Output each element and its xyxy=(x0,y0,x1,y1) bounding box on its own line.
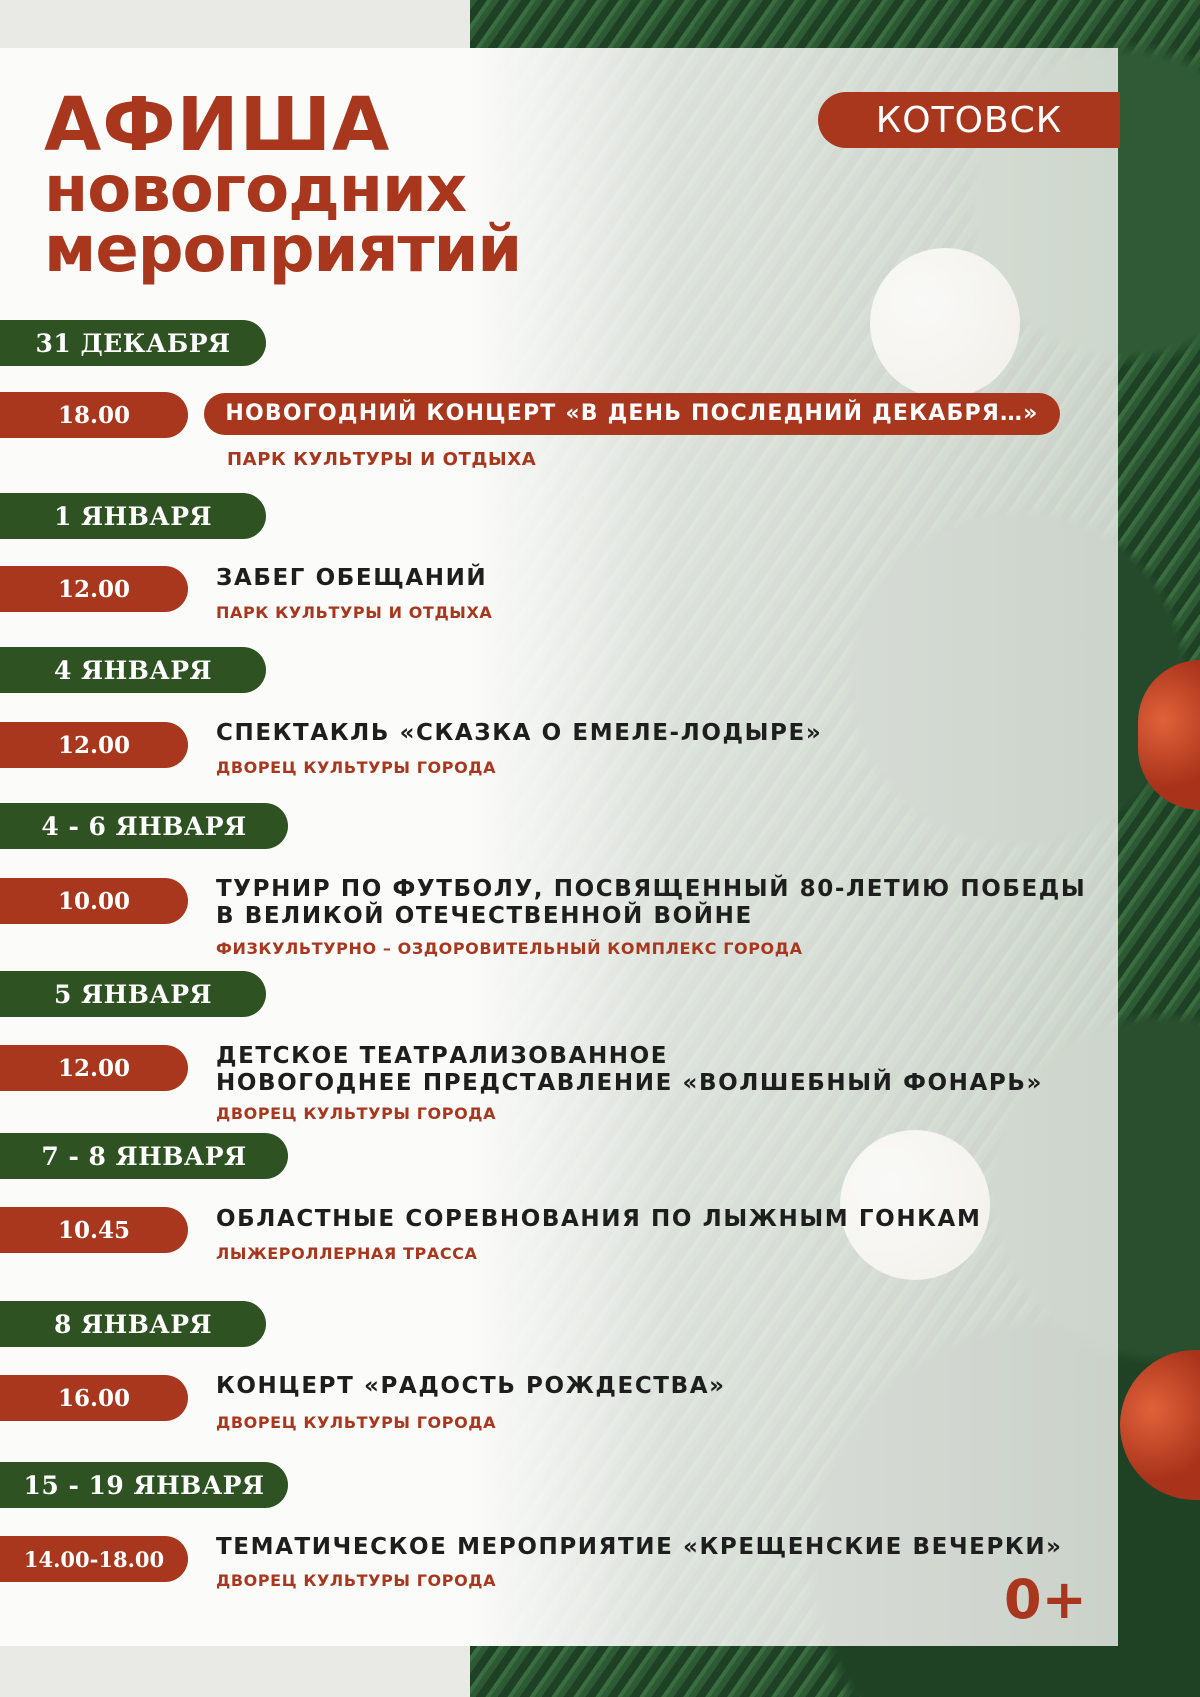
event-venue: ПАРК КУЛЬТУРЫ И ОТДЫХА xyxy=(216,603,493,622)
time-pill: 10.00 xyxy=(0,878,188,924)
event-title: ЗАБЕГ ОБЕЩАНИЙ xyxy=(216,565,488,591)
poster-subtitle-line2: мероприятий xyxy=(44,213,522,287)
event-title: НОВОГОДНИЙ КОНЦЕРТ «В ДЕНЬ ПОСЛЕДНИЙ ДЕКАБРЯ…» xyxy=(204,393,1060,435)
poster-title: АФИША xyxy=(44,82,391,168)
age-rating-badge: 0+ xyxy=(1004,1568,1087,1631)
time-pill: 12.00 xyxy=(0,1045,188,1091)
time-pill: 10.45 xyxy=(0,1207,188,1253)
date-pill: 7 - 8 ЯНВАРЯ xyxy=(0,1133,288,1179)
event-venue: ДВОРЕЦ КУЛЬТУРЫ ГОРОДА xyxy=(216,1571,497,1590)
event-venue: ДВОРЕЦ КУЛЬТУРЫ ГОРОДА xyxy=(216,1413,497,1432)
time-pill: 16.00 xyxy=(0,1375,188,1421)
date-pill: 15 - 19 ЯНВАРЯ xyxy=(0,1462,288,1508)
event-title: КОНЦЕРТ «РАДОСТЬ РОЖДЕСТВА» xyxy=(216,1373,726,1399)
event-title: ТУРНИР ПО ФУТБОЛУ, ПОСВЯЩЕННЫЙ 80-ЛЕТИЮ ПОБЕДЫ В ВЕЛИКОЙ ОТЕЧЕСТВЕННОЙ ВОЙНЕ xyxy=(216,876,1087,929)
time-pill: 14.00-18.00 xyxy=(0,1536,188,1582)
event-title: ОБЛАСТНЫЕ СОРЕВНОВАНИЯ ПО ЛЫЖНЫМ ГОНКАМ xyxy=(216,1206,982,1232)
date-pill: 31 ДЕКАБРЯ xyxy=(0,320,266,366)
time-pill: 12.00 xyxy=(0,722,188,768)
event-venue: ДВОРЕЦ КУЛЬТУРЫ ГОРОДА xyxy=(216,758,497,777)
event-venue: ДВОРЕЦ КУЛЬТУРЫ ГОРОДА xyxy=(216,1104,497,1123)
time-pill: 18.00 xyxy=(0,392,188,438)
date-pill: 5 ЯНВАРЯ xyxy=(0,971,266,1017)
event-venue: ПАРК КУЛЬТУРЫ И ОТДЫХА xyxy=(227,449,537,470)
event-title: СПЕКТАКЛЬ «СКАЗКА О ЕМЕЛЕ-ЛОДЫРЕ» xyxy=(216,720,823,746)
event-venue: ЛЫЖЕРОЛЛЕРНАЯ ТРАССА xyxy=(216,1244,478,1263)
date-pill: 4 - 6 ЯНВАРЯ xyxy=(0,803,288,849)
event-venue: ФИЗКУЛЬТУРНО – ОЗДОРОВИТЕЛЬНЫЙ КОМПЛЕКС ГОРОДА xyxy=(216,939,803,958)
city-badge: КОТОВСК xyxy=(818,92,1120,148)
poster-subtitle-line1: новогодних xyxy=(44,153,467,227)
date-pill: 8 ЯНВАРЯ xyxy=(0,1301,266,1347)
time-pill: 12.00 xyxy=(0,566,188,612)
event-title: ТЕМАТИЧЕСКОЕ МЕРОПРИЯТИЕ «КРЕЩЕНСКИЕ ВЕЧЕРКИ» xyxy=(216,1534,1063,1560)
event-title: ДЕТСКОЕ ТЕАТРАЛИЗОВАННОЕ НОВОГОДНЕЕ ПРЕДСТАВЛЕНИЕ «ВОЛШЕБНЫЙ ФОНАРЬ» xyxy=(216,1043,1043,1096)
date-pill: 4 ЯНВАРЯ xyxy=(0,647,266,693)
date-pill: 1 ЯНВАРЯ xyxy=(0,493,266,539)
